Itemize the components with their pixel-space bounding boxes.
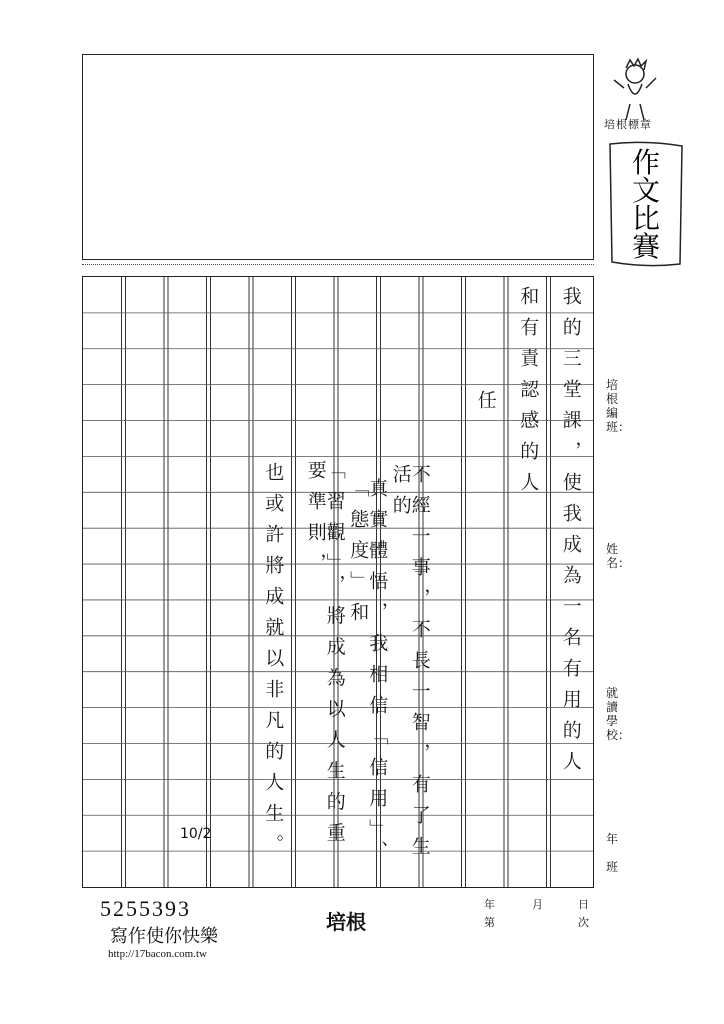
essay-column: 也或許將成就以非凡的人生。 (262, 462, 285, 865)
essay-column: 真實體悟，我相信「信用」、「態度」和 (347, 478, 389, 872)
footer-slogan: 寫作使你快樂 (110, 926, 218, 947)
brand-label: 培根標章 (604, 118, 652, 131)
essay-column: 和有責認感的人 (517, 286, 540, 503)
essay-column: 不經一事，不長一智，有了生活的 (389, 464, 431, 867)
footer-brand: 培根 (326, 910, 366, 934)
footer-url: http://17bacon.com.tw (108, 948, 207, 960)
footer-serial: 5255393 (100, 896, 191, 921)
school-label: 就讀學校： (606, 686, 631, 742)
name-label: 姓名： (606, 542, 631, 570)
contest-title-text: 作文比賽 (631, 146, 661, 263)
essay-column: 「習觀」，將成為以人生的重要準則， (304, 460, 346, 854)
date-year-label: 年 (484, 898, 495, 911)
essay-column: 我的三堂課，使我成為一名有用的人 (559, 286, 582, 782)
date-month-label: 月 (532, 898, 543, 911)
date-day-label: 日 (578, 898, 589, 911)
teacher-mark: 10/2 (180, 826, 212, 842)
class-unit-label: 班 (606, 860, 619, 874)
contest-title-badge (606, 140, 686, 270)
essay-column: 任 (474, 390, 497, 421)
grade-label: 年 (606, 832, 619, 846)
date-issue-label: 第 (484, 916, 495, 929)
class-label: 培根編班： (606, 378, 631, 434)
dotted-separator (82, 264, 594, 265)
teacher-comment-box (82, 54, 594, 260)
date-times-label: 次 (578, 916, 589, 929)
